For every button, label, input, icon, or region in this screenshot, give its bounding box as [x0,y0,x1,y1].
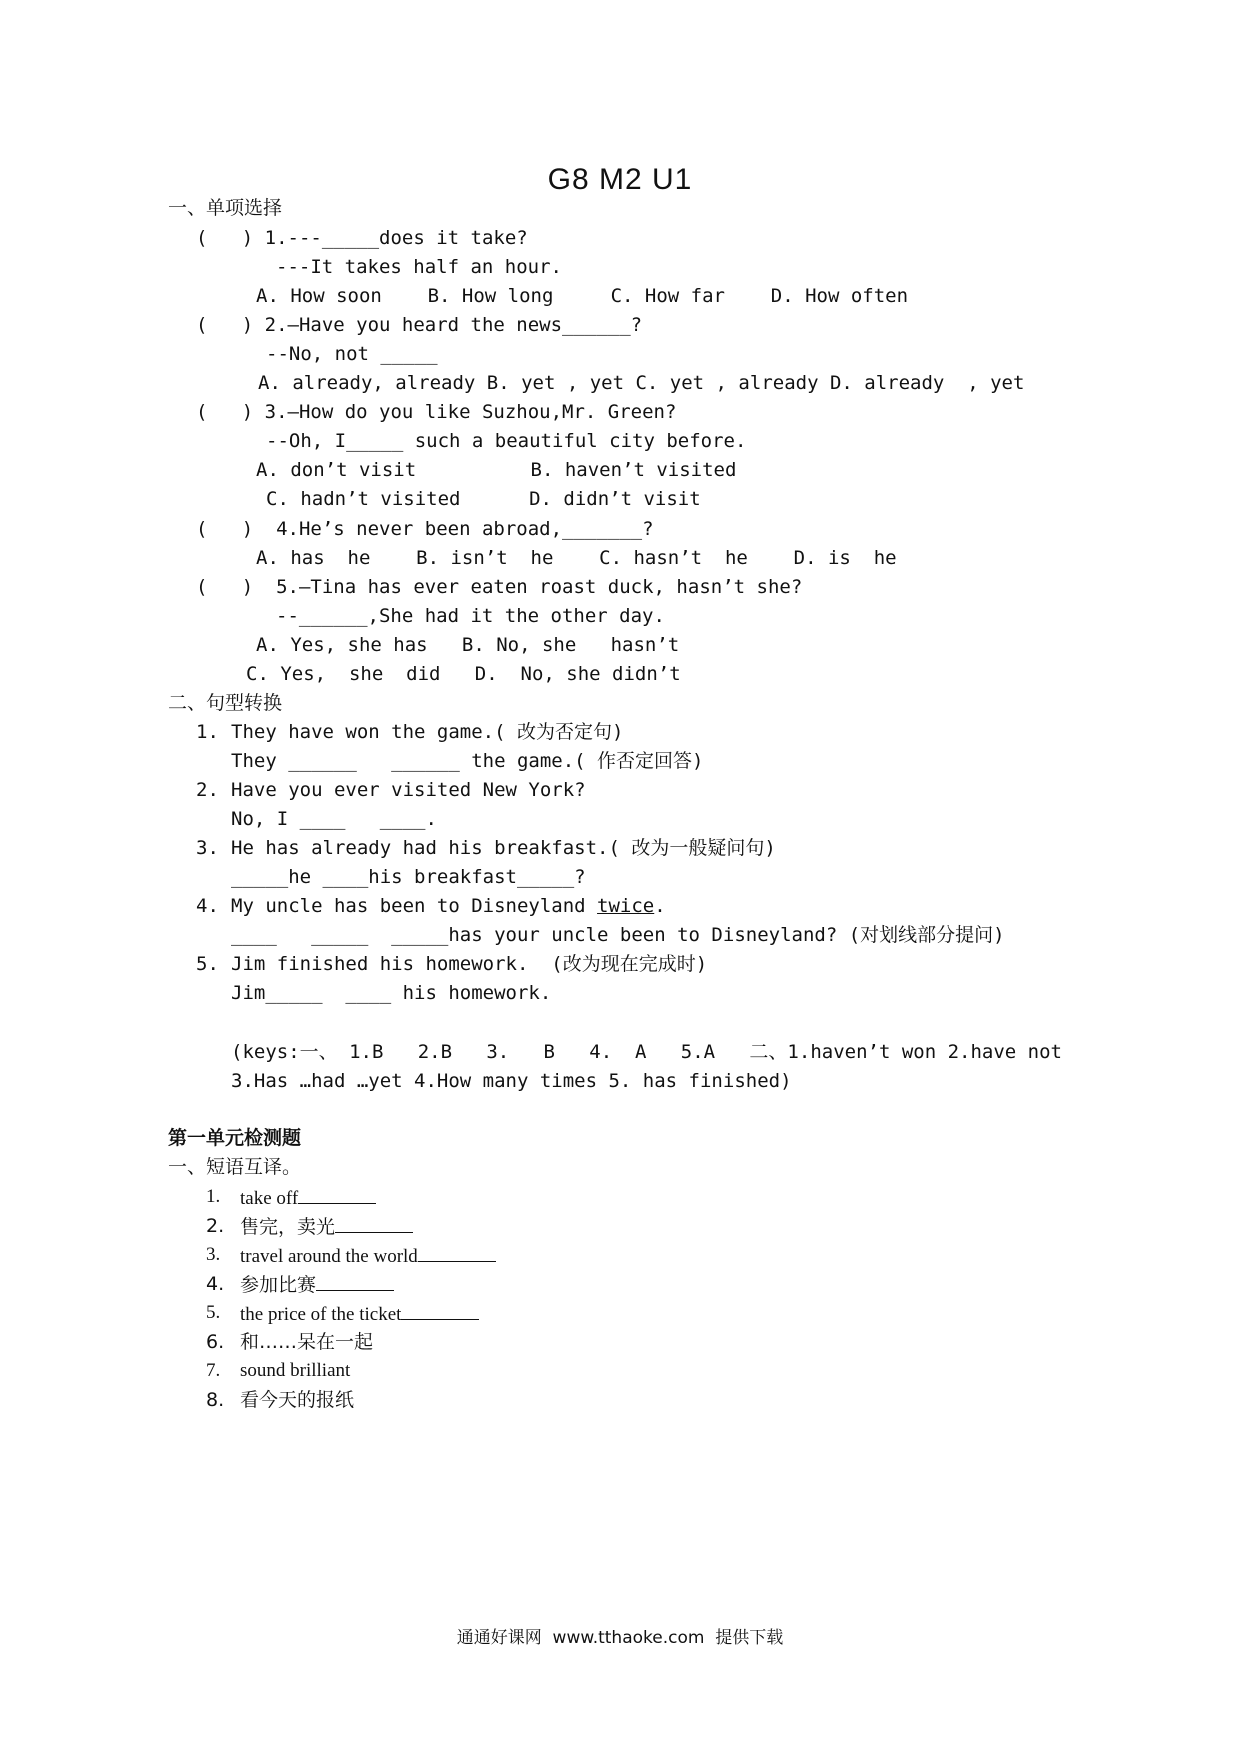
answer-blank[interactable] [418,1243,496,1262]
q5-reply: --______,She had it the other day. [276,605,665,627]
q5-options-a: A. Yes, she has B. No, she hasn’t [256,634,680,656]
s2-item4-line1 [231,894,666,918]
s2-item3-line1: He has already had his breakfast.( 改为一般疑问句) [231,837,776,859]
q1-options: A. How soon B. How long C. How far D. How often [256,285,909,307]
q3-options-b: C. hadn’t visited D. didn’t visit [266,488,701,510]
phrase-1-text: take off [240,1188,299,1209]
q1-reply: ---It takes half an hour. [276,256,562,278]
section2-heading: 二、句型转换 [168,692,283,714]
q3-reply: --Oh, I_____ such a beautiful city before. [266,430,747,452]
s2-item1-num: 1. [196,721,219,743]
phrase-1 [240,1185,376,1211]
phrase-3 [240,1243,496,1269]
answer-blank[interactable] [335,1214,413,1233]
phrase-num-4: 4. [206,1273,225,1295]
phrase-num-5: 5. [206,1302,221,1323]
section1-heading: 一、单项选择 [168,197,283,219]
phrase-num-8: 8. [206,1389,225,1411]
phrase-5 [240,1301,479,1327]
answer-blank[interactable] [298,1185,376,1204]
phrase-num-6: 6. [206,1331,225,1353]
unit-test-title: 第一单元检测题 [168,1127,302,1149]
phrase-8-text: 看今天的报纸 [240,1389,355,1411]
s2-item4-line1-pre: My uncle has been to Disneyland [231,895,598,917]
q5-options-b: C. Yes, she did D. No, she didn’t [246,663,681,685]
q2-stem: ( ) 2.—Have you heard the news______? [196,314,643,336]
page-title: G8 M2 U1 [547,163,693,196]
s2-item4-underlined-word: twice [597,895,655,917]
q3-options-a: A. don’t visit B. haven’t visited [256,459,737,481]
q2-options: A. already, already B. yet , yet C. yet , already D. already , yet [258,372,1025,394]
phrase-2-text: 售完，卖光 [240,1216,336,1238]
phrase-7-text: sound brilliant [240,1360,351,1381]
section3-heading: 一、短语互译。 [168,1156,302,1178]
phrase-num-7: 7. [206,1360,221,1381]
s2-item4-line1-post: . [654,895,666,917]
answer-keys-line1: (keys:一、 1.B 2.B 3. B 4. A 5.A 二、1.haven’t won 2.have not [231,1041,1062,1063]
phrase-6-text: 和……呆在一起 [240,1331,374,1353]
s2-item2-line1: Have you ever visited New York? [231,779,586,801]
q5-stem: ( ) 5.—Tina has ever eaten roast duck, hasn’t she? [196,576,803,598]
phrase-num-1: 1. [206,1186,221,1207]
q4-stem: ( ) 4.He’s never been abroad,_______? [196,518,654,540]
s2-item2-num: 2. [196,779,219,801]
s2-item3-line2: _____he ____his breakfast_____? [231,866,586,888]
s2-item5-line1: Jim finished his homework. (改为现在完成时) [231,953,708,975]
s2-item5-line2: Jim_____ ____ his homework. [231,982,552,1004]
s2-item3-num: 3. [196,837,219,859]
s2-item5-num: 5. [196,953,219,975]
q4-options: A. has he B. isn’t he C. hasn’t he D. is he [256,547,897,569]
q2-reply: --No, not _____ [266,343,438,365]
page-footer: 通通好课网 www.tthaoke.com 提供下载 [456,1628,784,1648]
phrase-num-2: 2. [206,1215,225,1237]
s2-item2-line2: No, I ____ ____. [231,808,437,830]
answer-keys-line2: 3.Has …had …yet 4.How many times 5. has finished) [231,1070,792,1092]
phrase-4-text: 参加比赛 [240,1274,317,1296]
phrase-2 [240,1214,413,1239]
s2-item4-num: 4. [196,895,219,917]
q3-stem: ( ) 3.—How do you like Suzhou,Mr. Green? [196,401,677,423]
phrase-5-text: the price of the ticket [240,1304,402,1325]
phrase-num-3: 3. [206,1244,221,1265]
answer-blank[interactable] [316,1272,394,1291]
s2-item1-line2: They ______ ______ the game.( 作否定回答) [231,750,704,772]
s2-item1-line1: They have won the game.( 改为否定句) [231,721,624,743]
phrase-4 [240,1272,394,1297]
phrase-3-text: travel around the world [240,1246,418,1267]
answer-blank[interactable] [401,1301,479,1320]
q1-stem: ( ) 1.---_____does it take? [196,227,528,249]
s2-item4-line2: ____ _____ _____has your uncle been to Disneyland? (对划线部分提问) [231,924,1005,946]
